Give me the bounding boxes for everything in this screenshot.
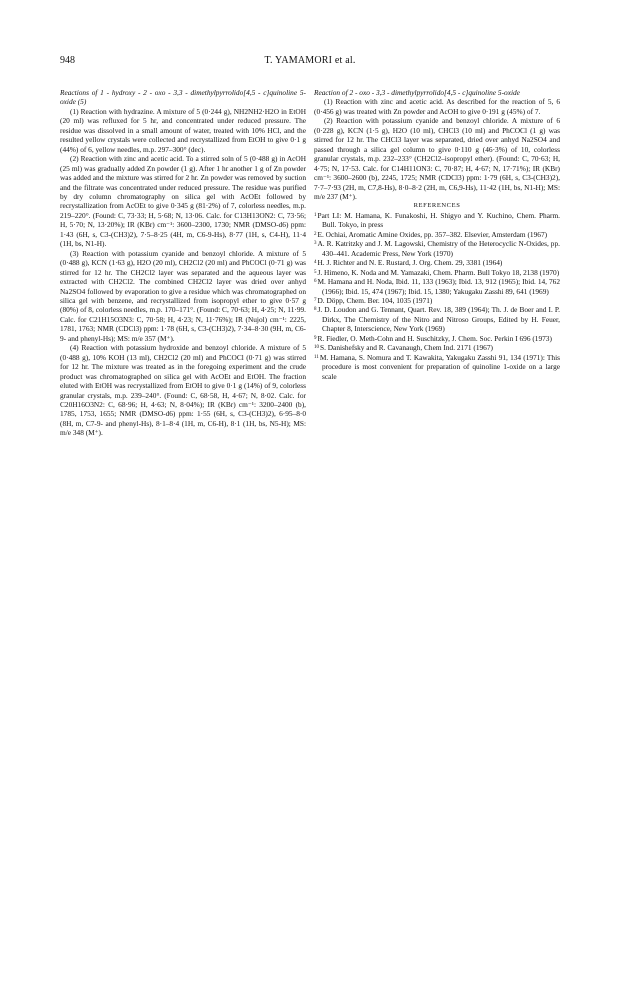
reference-item: [314, 211, 560, 230]
section-title: Reaction of 2 - oxo - 3,3 - dimethylpyrrolido[4,5 - c]quinoline 5-oxide: [314, 88, 520, 97]
reference-text: M. Hamana, S. Nomura and T. Kawakita, Yakugaku Zasshi 91, 134 (1971): This procedure is most convenient for preparation of quinoline 1-oxide on a large scale: [319, 352, 560, 381]
reference-item: [314, 230, 560, 239]
reference-text: R. Fiedler, O. Meth-Cohn and H. Suschitzky, J. Chem. Soc. Perkin I 696 (1973): [317, 333, 552, 343]
reference-number: 1: [314, 212, 317, 218]
reference-text: S. Danishefsky and R. Cavanaugh, Chem Ind. 2171 (1967): [320, 343, 493, 353]
reference-item: [314, 353, 560, 381]
reference-number: 5: [314, 269, 317, 275]
reference-number: 4: [314, 260, 317, 266]
reference-number: 2: [314, 231, 317, 237]
right-column: [314, 88, 560, 381]
reference-number: 8: [314, 307, 317, 313]
paragraph: (3) Reaction with potassium cyanide and benzoyl chloride. A mixture of 5 (0·488 g), KCN (1·63 g), H2O (20 ml), CH2Cl2 (20 ml) and PhCOCl (0·71 g) was stirred for 12 hr. The CH2Cl2 layer was separated and the aqueous layer was extracted with CH2Cl2. The combined CH2Cl2 layer was dried over anhyd Na2SO4 followed by evaporation to give a residue which was chromatographed on silica gel with benzene, and recrystallized from isopropyl ether to give 0·57 g (80%) of 8, colorless needles, m.p. 170–171°. (Found: C, 70·63; H, 4·25; N, 11·99. Calc. for C21H15O3N3: C, 70·58; H, 4·23; N, 11·76%); IR (Nujol) cm⁻¹: 2225, 1781, 1763; NMR (CDCl3) ppm: 1·78 (6H, s, C3-(CH3)2), 7·34–8·30 (9H, m, C6-9- and phenyl-Hs); MS: m/e 357 (M⁺).: [60, 248, 306, 343]
reference-text: J. Himeno, K. Noda and M. Yamazaki, Chem. Pharm. Bull Tokyo 18, 2138 (1970): [317, 267, 560, 277]
left-column: [60, 88, 306, 438]
reference-item: [314, 296, 560, 305]
reference-item: [314, 268, 560, 277]
references-heading: REFERENCES: [413, 202, 461, 210]
page-number: 948: [60, 55, 75, 66]
reference-text: J. D. Loudon and G. Tennant, Quart. Rev. 18, 389 (1964); Th. J. de Boer and I. P. Dirkx, The Chemistry of the Nitro and Nitroso Groups, Edited by H. Feuer, Chapter 8, Interscience, New York (1969): [317, 305, 560, 334]
reference-text: Part LI: M. Hamana, K. Funakoshi, H. Shigyo and Y. Kuchino, Chem. Pharm. Bull. Tokyo, in press: [317, 210, 560, 230]
reference-item: [314, 258, 560, 267]
paragraph: (2) Reaction with zinc and acetic acid. To a stirred soln of 5 (0·488 g) in AcOH (25 ml) was gradually added Zn powder (1 g). After 1 hr another 1 g of Zn powder was added and the mixture was stirred for 2 hr. Zn powder was removed by suction and the filtrate was concentrated under reduced pressure. The residue was purified by dry column chromatography on silica gel with AcOEt followed by recrystallization from AcOEt to give 0·345 g (81·2%) of 7, colorless needles, m.p. 219–220°. (Found: C, 73·33; H, 5·68; N, 13·06. Calc. for C13H13ON2: C, 73·56; H, 5·70; N, 13·20%); IR (KBr) cm⁻¹: 3600–2300, 1730; NMR (DMSO-d6) ppm: 1·43 (6H, s, C3-(CH3)2), 7·5–8·25 (4H, m, C6-9-Hs), 8·77 (1H, s, C4-H), 11·4 (1H, bs, N1-H).: [60, 154, 306, 249]
reference-item: [314, 305, 560, 333]
reference-text: M. Hamana and H. Noda, Ibid. 11, 133 (1963); Ibid. 13, 912 (1965); Ibid. 14, 762 (1966); Ibid. 15, 474 (1967); Ibid. 15, 1380; Yakugaku Zasshi 89, 641 (1969): [317, 277, 560, 296]
reference-text: E. Ochiai, Aromatic Amine Oxides, pp. 357–382. Elsevier, Amsterdam (1967): [317, 229, 548, 239]
reference-text: D. Döpp, Chem. Ber. 104, 1035 (1971): [317, 295, 433, 305]
page-header: [60, 55, 560, 69]
reference-text: H. J. Richter and N. E. Rustard, J. Org. Chem. 29, 3381 (1964): [317, 258, 503, 268]
reference-item: [314, 239, 560, 258]
reference-number: 7: [314, 297, 317, 303]
reference-text: A. R. Katritzky and J. M. Lagowski, Chemistry of the Heterocyclic N-Oxides, pp. 430–441. Academic Press, New York (1970): [317, 239, 560, 258]
references-list: [314, 211, 560, 381]
paragraph: (4) Reaction with potassium hydroxide and benzoyl chloride. A mixture of 5 (0·488 g), 10% KOH (13 ml), CH2Cl2 (20 ml) and PhCOCl (0·71 g) was stirred for 12 hr. The mixture was treated as in the foregoing experiment and the crude product was chromatographed on silica gel with AcOEt and EtOH. The fraction eluted with EtOH was recrystallized from EtOH to give 0·1 g (14%) of 9, colorless granular crystals, m.p. 239–240°. (Found: C, 68·58, H, 4·67; N, 8·02. Calc. for C20H16O3N2: C, 68·96; H, 4·63; N, 8·04%); IR (KBr) cm⁻¹: 3200–2400 (b), 1785, 1753, 1655; NMR (DMSO-d6) ppm: 1·55 (6H, s, C3-(CH3)2), 6·95–8·0 (8H, m, C7-9- and phenyl-Hs), 8·1–8·4 (1H, m, C6-H), 8·1 (1H, bs, N5-H); MS: m/e 348 (M⁺).: [60, 343, 306, 438]
reference-number: 11: [314, 354, 319, 360]
paragraph: (1) Reaction with zinc and acetic acid. As described for the reaction of 5, 6 (0·456 g) was treated with Zn powder and AcOH to give 0·191 g (45%) of 7.: [314, 97, 560, 116]
section-title: Reactions of 1 - hydroxy - 2 - oxo - 3,3 - dimethylpyrrolido[4,5 - c]quinoline 5-oxide (5): [60, 88, 306, 107]
paragraph: (2) Reaction with potassium cyanide and benzoyl chloride. A mixture of 6 (0·228 g), KCN (1·5 g), H2O (10 ml), CHCl3 (10 ml) and PhCOCl (1 g) was stirred for 12 hr. The CHCl3 layer was separated, dried over anhyd Na2SO4 and passed through a silica gel column to give 0·110 g (46·3%) of 10, colorless granular crystals, m.p. 232–233° (CH2Cl2–isopropyl ether). (Found: C, 70·63; H, 4·75; N, 17·53. Calc. for C14H11ON3: C, 70·87; H, 4·67; N, 17·71%); IR (KBr) cm⁻¹: 3600–2600 (b), 2245, 1725; NMR (CDCl3) ppm: 1·79 (6H, s, C3-(CH3)2), 7·7–7·93 (2H, m, C7,8-Hs), 8·0–8·2 (2H, m, C6,9-Hs), 11·42 (1H, bs, N1-H); MS: m/e 237 (M⁺).: [314, 116, 560, 201]
reference-number: 9: [314, 335, 317, 341]
reference-number: 3: [314, 241, 317, 247]
running-head: T. YAMAMORI et al.: [264, 55, 356, 66]
reference-item: [314, 334, 560, 343]
reference-number: 6: [314, 279, 317, 285]
reference-number: 10: [314, 345, 319, 351]
reference-item: [314, 343, 560, 352]
reference-item: [314, 277, 560, 296]
paragraph: (1) Reaction with hydrazine. A mixture of 5 (0·244 g), NH2NH2·H2O in EtOH (20 ml) was refluxed for 5 hr, and concentrated under reduced pressure. The residue was dissolved in a small amount of water, treated with 10% HCl, and the resulted yellow crystals were collected and recrystallized from EtOH to give 0·1 g (44%) of 6, yellow needles, m.p. 297–300° (dec).: [60, 106, 306, 154]
